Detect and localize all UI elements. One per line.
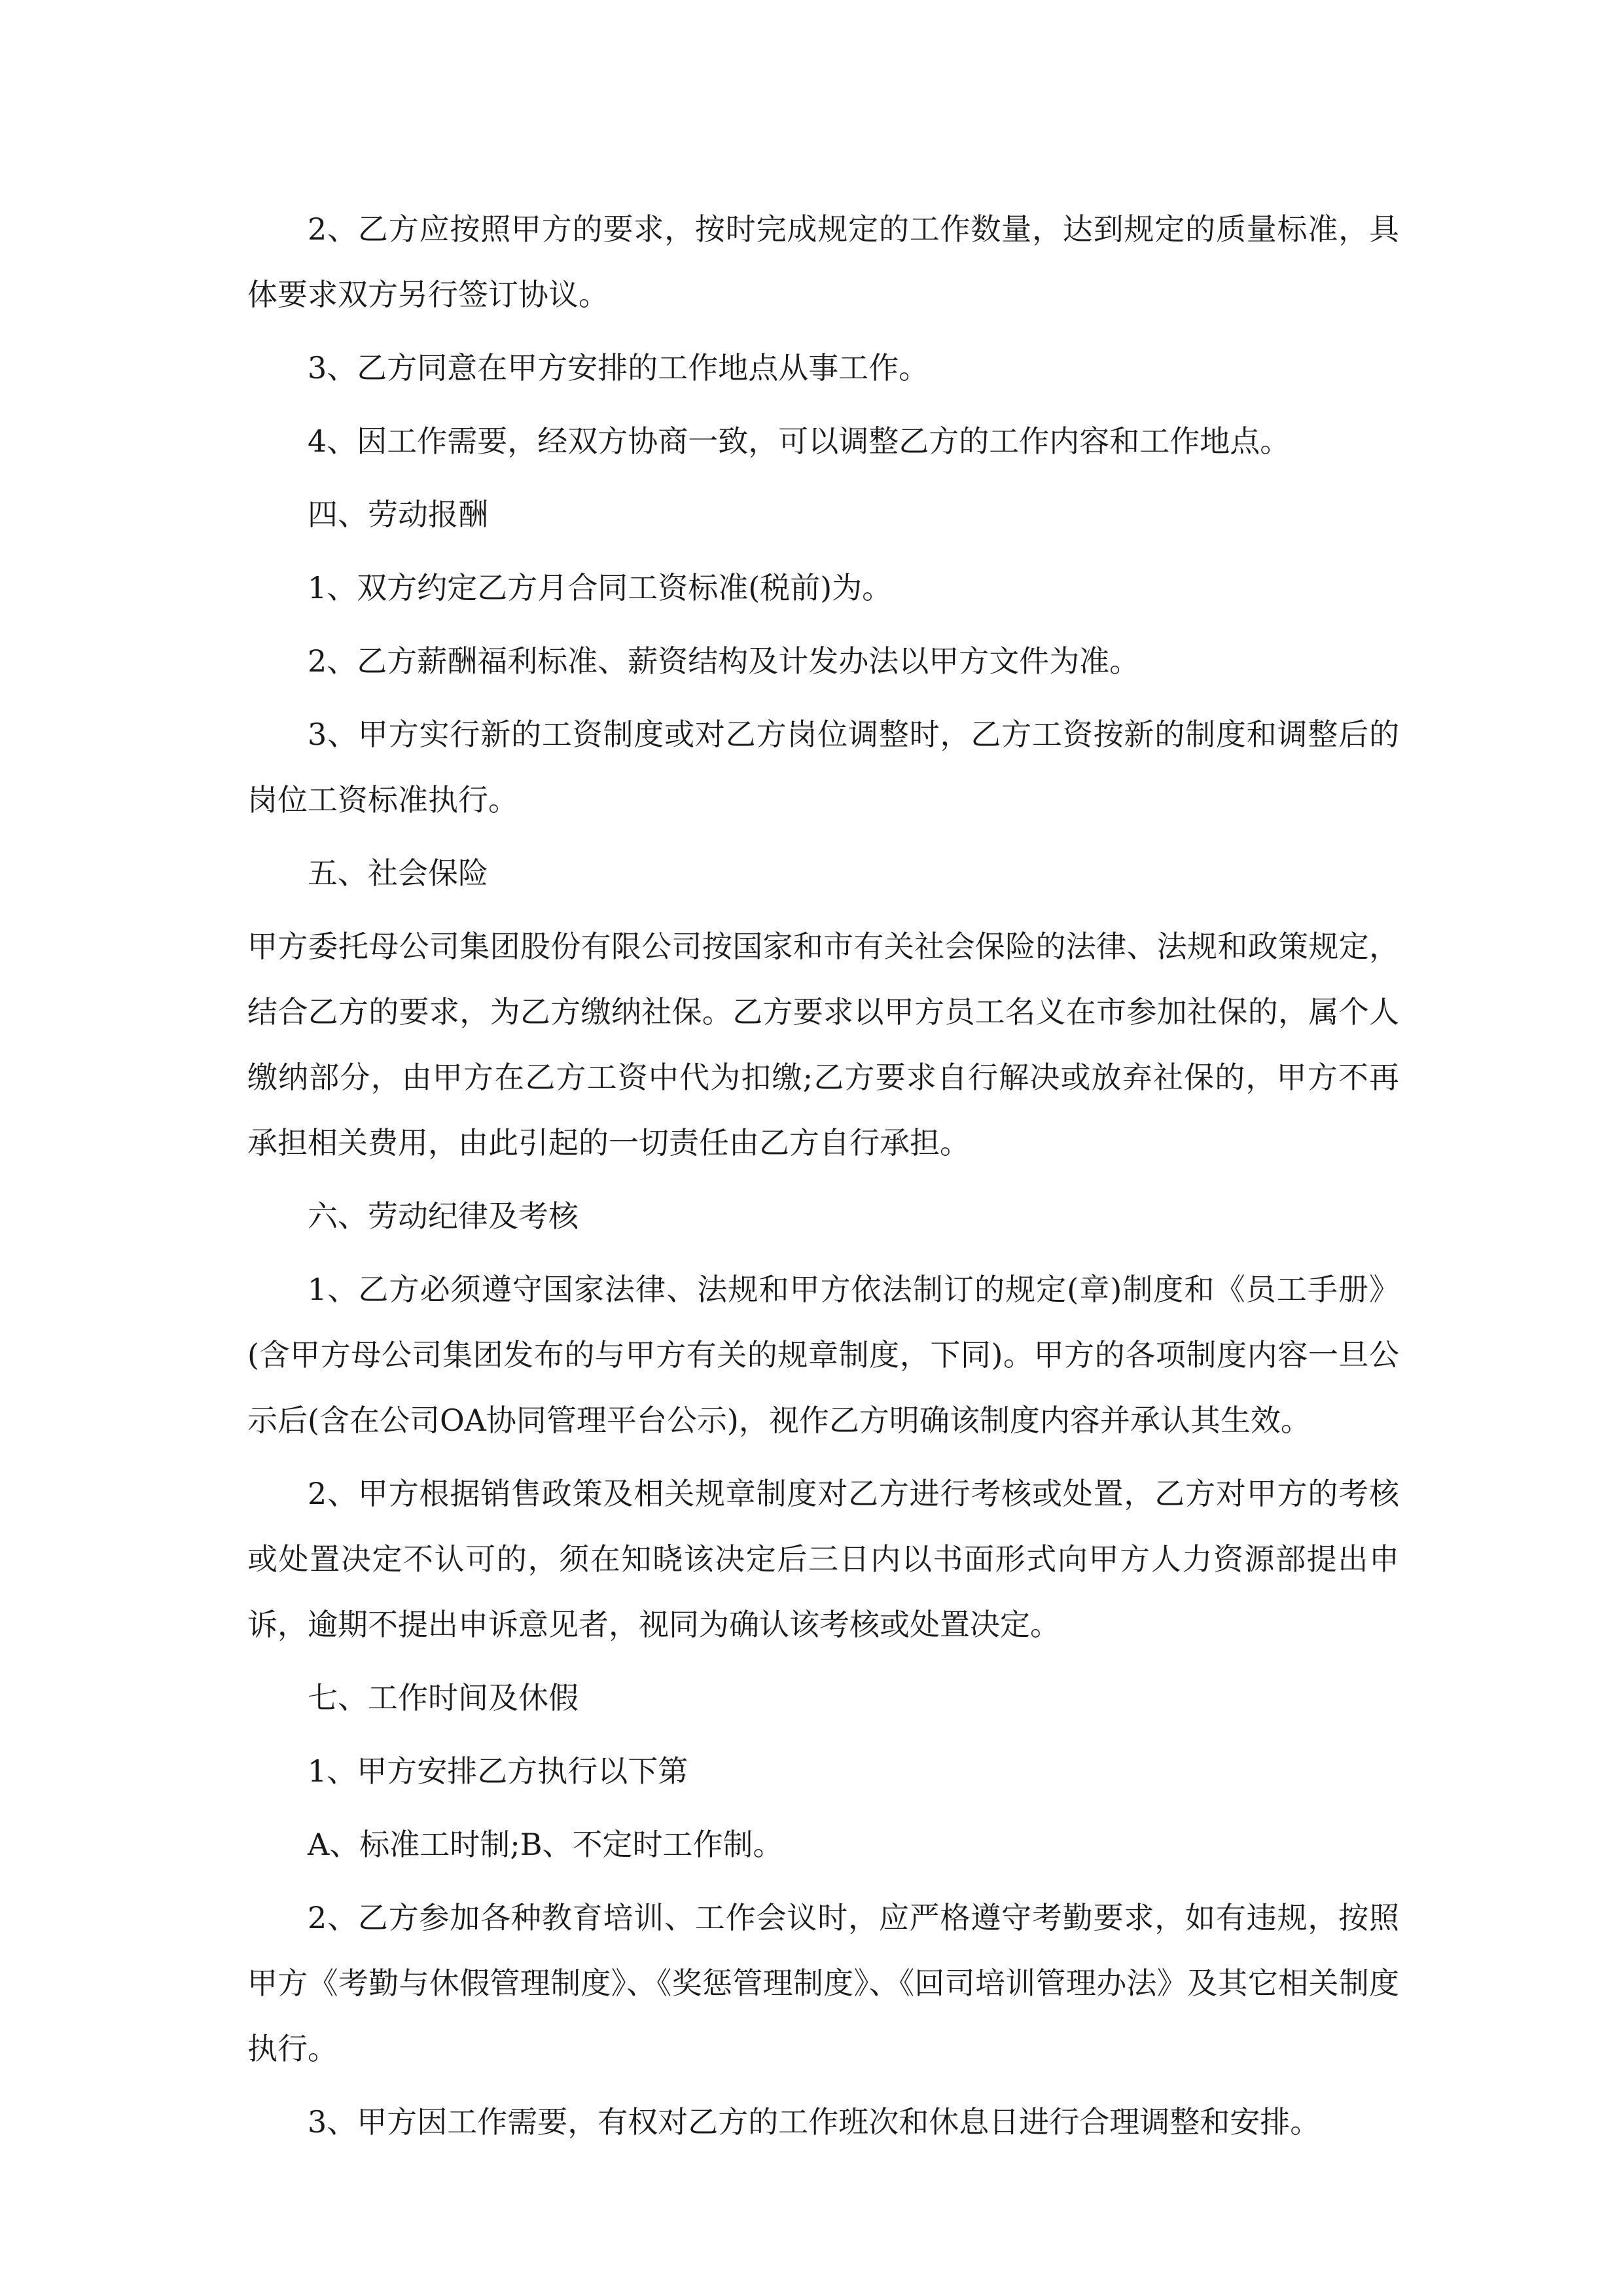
section-heading-remuneration: 四、劳动报酬 <box>308 497 488 532</box>
section-heading-social-insurance: 五、社会保险 <box>308 855 488 891</box>
paragraph-rules-compliance: 1、乙方必须遵守国家法律、法规和甲方依法制订的规定(章)制度和《员工手册》(含甲方母公司集团发布的与甲方有关的规章制度，下同)。甲方的各项制度内容一旦公示后(含在公司OA协同管理平台公示)，视作乙方明确该制度内容并承认其生效。 <box>247 1272 1399 1438</box>
paragraph-work-schedule: 1、甲方安排乙方执行以下第 <box>308 1753 688 1789</box>
paragraph-wage-standard: 1、双方约定乙方月合同工资标准(税前)为。 <box>308 570 893 605</box>
section-heading-discipline: 六、劳动纪律及考核 <box>308 1198 579 1234</box>
paragraph-salary-structure: 2、乙方薪酬福利标准、薪资结构及计发办法以甲方文件为准。 <box>308 643 1140 679</box>
paragraph-work-quantity: 2、乙方应按照甲方的要求，按时完成规定的工作数量，达到规定的质量标准，具体要求双方另行签订协议。 <box>247 211 1399 312</box>
section-heading-working-time: 七、工作时间及休假 <box>308 1680 579 1715</box>
paragraph-work-location: 3、乙方同意在甲方安排的工作地点从事工作。 <box>308 350 929 386</box>
paragraph-work-hour-types: A、标准工时制;B、不定时工作制。 <box>308 1827 783 1862</box>
document-page <box>247 196 1399 2162</box>
paragraph-shift-adjustment: 3、甲方因工作需要，有权对乙方的工作班次和休息日进行合理调整和安排。 <box>308 2104 1321 2140</box>
paragraph-new-wage-system: 3、甲方实行新的工资制度或对乙方岗位调整时，乙方工资按新的制度和调整后的岗位工资标准执行。 <box>247 717 1399 817</box>
paragraph-adjust-work: 4、因工作需要，经双方协商一致，可以调整乙方的工作内容和工作地点。 <box>308 423 1291 459</box>
paragraph-social-insurance: 甲方委托母公司集团股份有限公司按国家和市有关社会保险的法律、法规和政策规定，结合乙方的要求，为乙方缴纳社保。乙方要求以甲方员工名义在市参加社保的，属个人缴纳部分，由甲方在乙方工资中代为扣缴;乙方要求自行解决或放弃社保的，甲方不再承担相关费用，由此引起的一切责任由乙方自行承担。 <box>247 929 1399 1160</box>
paragraph-training-attendance: 2、乙方参加各种教育培训、工作会议时，应严格遵守考勤要求，如有违规，按照甲方《考勤与休假管理制度》、《奖惩管理制度》、《回司培训管理办法》及其它相关制度执行。 <box>247 1900 1399 2066</box>
paragraph-appeal: 2、甲方根据销售政策及相关规章制度对乙方进行考核或处置，乙方对甲方的考核或处置决定不认可的，须在知晓该决定后三日内以书面形式向甲方人力资源部提出申诉，逾期不提出申诉意见者，视同为确认该考核或处置决定。 <box>247 1476 1399 1642</box>
